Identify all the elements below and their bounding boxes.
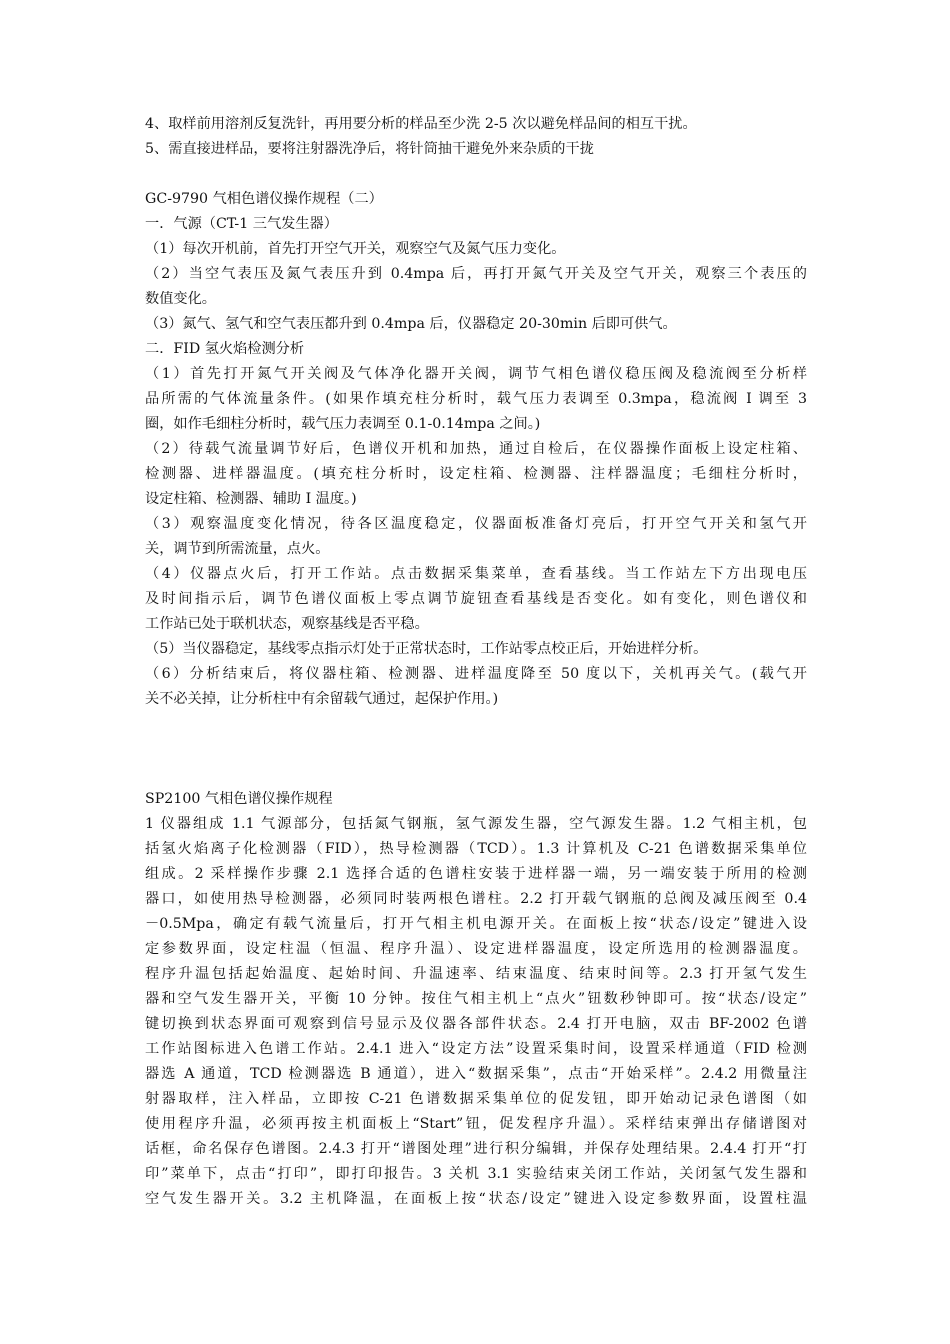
section3-title: SP2100 气相色谱仪操作规程: [145, 791, 333, 807]
section3-line: 使用程序升温，必须再按主机面板上“Start”钮，促发程序升温）。采样结束弹出存储谱图对: [145, 1116, 807, 1132]
section2-title: GC-9790 气相色谱仪操作规程（二）: [145, 191, 383, 207]
section3-line: 话框，命名保存色谱图。2.4.3 打开“谱图处理”进行积分编辑，并保存处理结果。2.4.4 打开“打: [145, 1141, 807, 1157]
section2-line: 圈，如作毛细柱分析时，载气压力表调至 0.1-0.14mpa 之间。): [145, 416, 541, 432]
section2-line: （1）首先打开氮气开关阀及气体净化器开关阀，调节气相色谱仪稳压阀及稳流阀至分析样: [145, 366, 807, 382]
section2-line: 设定柱箱、检测器、辅助 I 温度。): [145, 491, 357, 507]
section2-line: （3）观察温度变化情况，待各区温度稳定，仪器面板准备灯亮后，打开空气开关和氢气开: [145, 516, 807, 532]
section2-line: （5）当仪器稳定，基线零点指示灯处于正常状态时，工作站零点校正后，开始进样分析。: [145, 641, 708, 657]
section2-line: （2）当空气表压及氮气表压升到 0.4mpa 后，再打开氮气开关及空气开关，观察三个表压的: [145, 266, 807, 282]
section3-line: 定参数界面，设定柱温（恒温、程序升温）、设定进样器温度，设定所选用的检测器温度。: [145, 941, 807, 957]
document-page: [145, 112, 807, 1212]
section2-line: 关，调节到所需流量，点火。: [145, 541, 330, 557]
section3-line: 射器取样，注入样品，立即按 C-21 色谱数据采集单位的促发钮，即开始动记录色谱图（如: [145, 1091, 807, 1107]
intro-line: 5、需直接进样品，要将注射器洗净后，将针筒抽干避免外来杂质的干拢: [145, 141, 594, 157]
section2-line: 数值变化。: [145, 291, 216, 307]
section3-line: 印”菜单下，点击“打印”，即打印报告。3 关机 3.1 实验结束关闭工作站，关闭氢气发生器和: [145, 1166, 807, 1182]
section2-line: （1）每次开机前，首先打开空气开关，观察空气及氮气压力变化。: [145, 241, 566, 257]
spacer: [145, 712, 807, 787]
section3-line: 括氢火焰离子化检测器（FID），热导检测器（TCD）。1.3 计算机及 C-21 色谱数据采集单位: [145, 841, 807, 857]
section3-line: 组成。2 采样操作步骤 2.1 选择合适的色谱柱安装于进样器一端，另一端安装于所用的检测: [145, 866, 807, 882]
section2-line: 工作站已处于联机状态，观察基线是否平稳。: [145, 616, 429, 632]
section2-line: 关不必关掉，让分析柱中有余留载气通过，起保护作用。): [145, 691, 499, 707]
intro-line: 4、取样前用溶剂反复洗针，再用要分析的样品至少洗 2-5 次以避免样品间的相互干扰。: [145, 116, 697, 132]
section2-line: 一．气源（CT-1 三气发生器）: [145, 216, 338, 232]
section3-line: 1 仪器组成 1.1 气源部分，包括氮气钢瓶，氢气源发生器，空气源发生器。1.2 气相主机，包: [145, 816, 807, 832]
section2-line: （3）氮气、氢气和空气表压都升到 0.4mpa 后，仪器稳定 20-30min 后即可供气。: [145, 316, 677, 332]
section3-line: 器和空气发生器开关，平衡 10 分钟。按住气相主机上“点火”钮数秒钟即可。按“状态/设定”: [145, 991, 807, 1007]
section3-line: 空气发生器开关。3.2 主机降温，在面板上按“状态/设定”键进入设定参数界面，设置柱温: [145, 1191, 807, 1207]
section2-line: 检测器、进样器温度。(填充柱分析时，设定柱箱、检测器、注样器温度；毛细柱分析时，: [145, 466, 807, 482]
section3-line: 键切换到状态界面可观察到信号显示及仪器各部件状态。2.4 打开电脑，双击 BF-2002 色谱: [145, 1016, 807, 1032]
section3-line: 程序升温包括起始温度、起始时间、升温速率、结束温度、结束时间等。2.3 打开氢气发生: [145, 966, 807, 982]
section3-line: 器选 A 通道，TCD 检测器选 B 通道），进入“数据采集”，点击“开始采样”。2.4.2 用微量注: [145, 1066, 807, 1082]
section2-line: （2）待载气流量调节好后，色谱仪开机和加热，通过自检后，在仪器操作面板上设定柱箱、: [145, 441, 807, 457]
section2-line: 品所需的气体流量条件。(如果作填充柱分析时，载气压力表调至 0.3mpa，稳流阀 I 调至 3: [145, 391, 807, 407]
section3-line: －0.5Mpa，确定有载气流量后，打开气相主机电源开关。在面板上按“状态/设定”键进入设: [145, 916, 807, 932]
section2-line: 二．FID 氢火焰检测分析: [145, 341, 305, 357]
section2-line: 及时间指示后，调节色谱仪面板上零点调节旋钮查看基线是否变化。如有变化，则色谱仪和: [145, 591, 807, 607]
section3-line: 工作站图标进入色谱工作站。2.4.1 进入“设定方法”设置采集时间，设置采样通道（FID 检测: [145, 1041, 807, 1057]
section3-line: 器口，如使用热导检测器，必须同时装两根色谱柱。2.2 打开载气钢瓶的总阀及减压阀至 0.4: [145, 891, 807, 907]
section2-line: （4）仪器点火后，打开工作站。点击数据采集菜单，查看基线。当工作站左下方出现电压: [145, 566, 807, 582]
section2-line: （6）分析结束后，将仪器柱箱、检测器、进样温度降至 50 度以下，关机再关气。(载气开: [145, 666, 807, 682]
spacer: [145, 162, 807, 187]
